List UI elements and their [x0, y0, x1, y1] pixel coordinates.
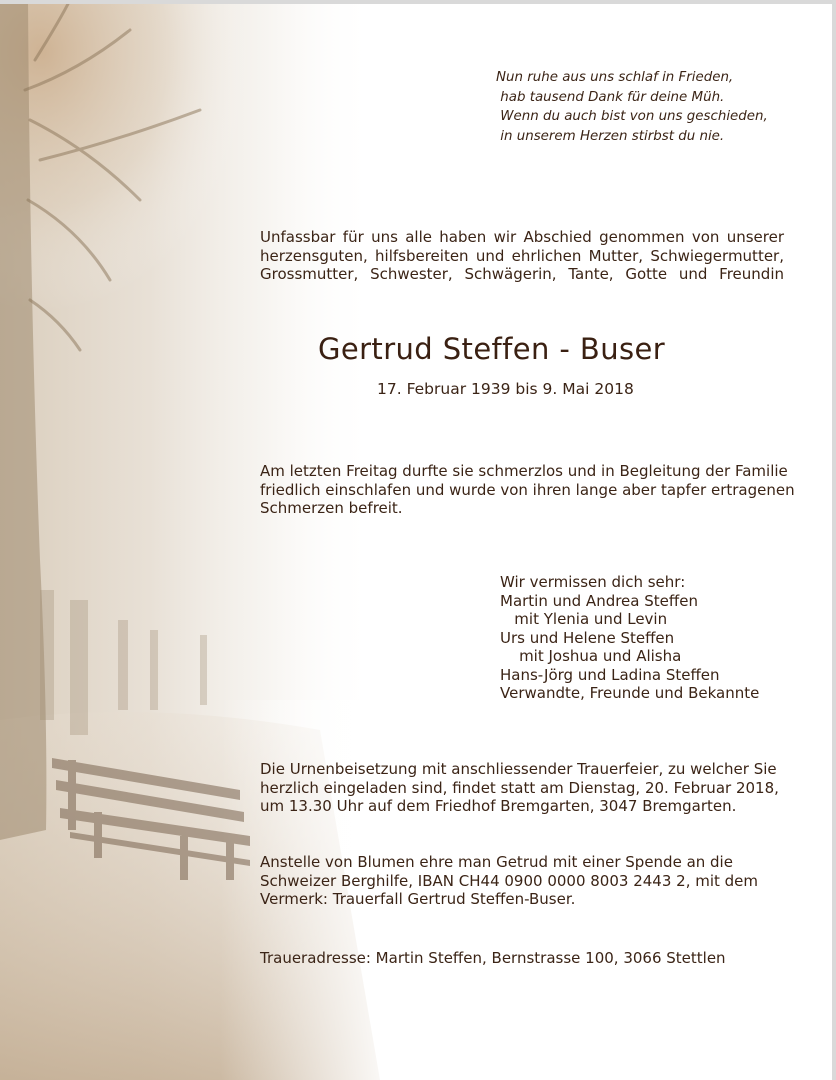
mourner-entry: Martin und Andrea Steffen	[500, 591, 698, 610]
mourners-heading: Wir vermissen dich sehr:	[500, 573, 686, 591]
mourner-entry: Urs und Helene Steffen	[500, 628, 675, 647]
poem-line: hab tausend Dank für deine Müh.	[496, 89, 725, 105]
passing-line: Am letzten Freitag durfte sie schmerzlos und in Begleitung der Familie	[260, 462, 788, 480]
ceremony-line: herzlich eingeladen sind, findet statt am Dienstag, 20. Februar 2018,	[260, 778, 779, 797]
donation-line: Schweizer Berghilfe, IBAN CH44 0900 0000 8003 2443 2, mit dem	[260, 871, 759, 890]
donation-line: Anstelle von Blumen ehre man Getrud mit einer Spende an die	[260, 853, 733, 871]
ceremony-line: um 13.30 Uhr auf dem Friedhof Bremgarten, 3047 Bremgarten.	[260, 797, 737, 815]
memorial-poem	[496, 68, 768, 146]
intro-line: Grossmutter, Schwester, Schwägerin, Tante, Gotte und Freundin	[260, 265, 784, 283]
mourners-list	[500, 573, 759, 703]
ceremony-line: Die Urnenbeisetzung mit anschliessender Trauerfeier, zu welcher Sie	[260, 760, 777, 778]
mourner-entry: mit Joshua und Alisha	[500, 647, 682, 665]
poem-line: Nun ruhe aus uns schlaf in Frieden,	[496, 70, 734, 85]
intro-line: Unfassbar für uns alle haben wir Abschied genommen von unserer	[260, 228, 784, 246]
life-dates: 17. Februar 1939 bis 9. Mai 2018	[377, 380, 634, 398]
deceased-name: Gertrud Steffen - Buser	[318, 332, 666, 366]
intro-line: herzensguten, hilfsbereiten und ehrlichen Mutter, Schwiegermutter,	[260, 246, 784, 265]
passing-line: friedlich einschlafen und wurde von ihren lange aber tapfer ertragenen	[260, 480, 795, 499]
poem-line: in unserem Herzen stirbst du nie.	[496, 128, 725, 144]
mourner-entry: Hans-Jörg und Ladina Steffen	[500, 665, 720, 684]
mourning-address: Traueradresse: Martin Steffen, Bernstrasse 100, 3066 Stettlen	[260, 949, 726, 967]
passing-paragraph	[260, 462, 795, 518]
donation-line: Vermerk: Trauerfall Gertrud Steffen-Buser.	[260, 890, 576, 908]
donation-paragraph	[260, 853, 758, 909]
intro-paragraph	[260, 228, 784, 284]
passing-line: Schmerzen befreit.	[260, 499, 403, 517]
mourner-entry: mit Ylenia und Levin	[500, 610, 668, 628]
mourner-entry: Verwandte, Freunde und Bekannte	[500, 684, 760, 702]
ceremony-paragraph	[260, 760, 779, 816]
poem-line: Wenn du auch bist von uns geschieden,	[496, 109, 768, 125]
